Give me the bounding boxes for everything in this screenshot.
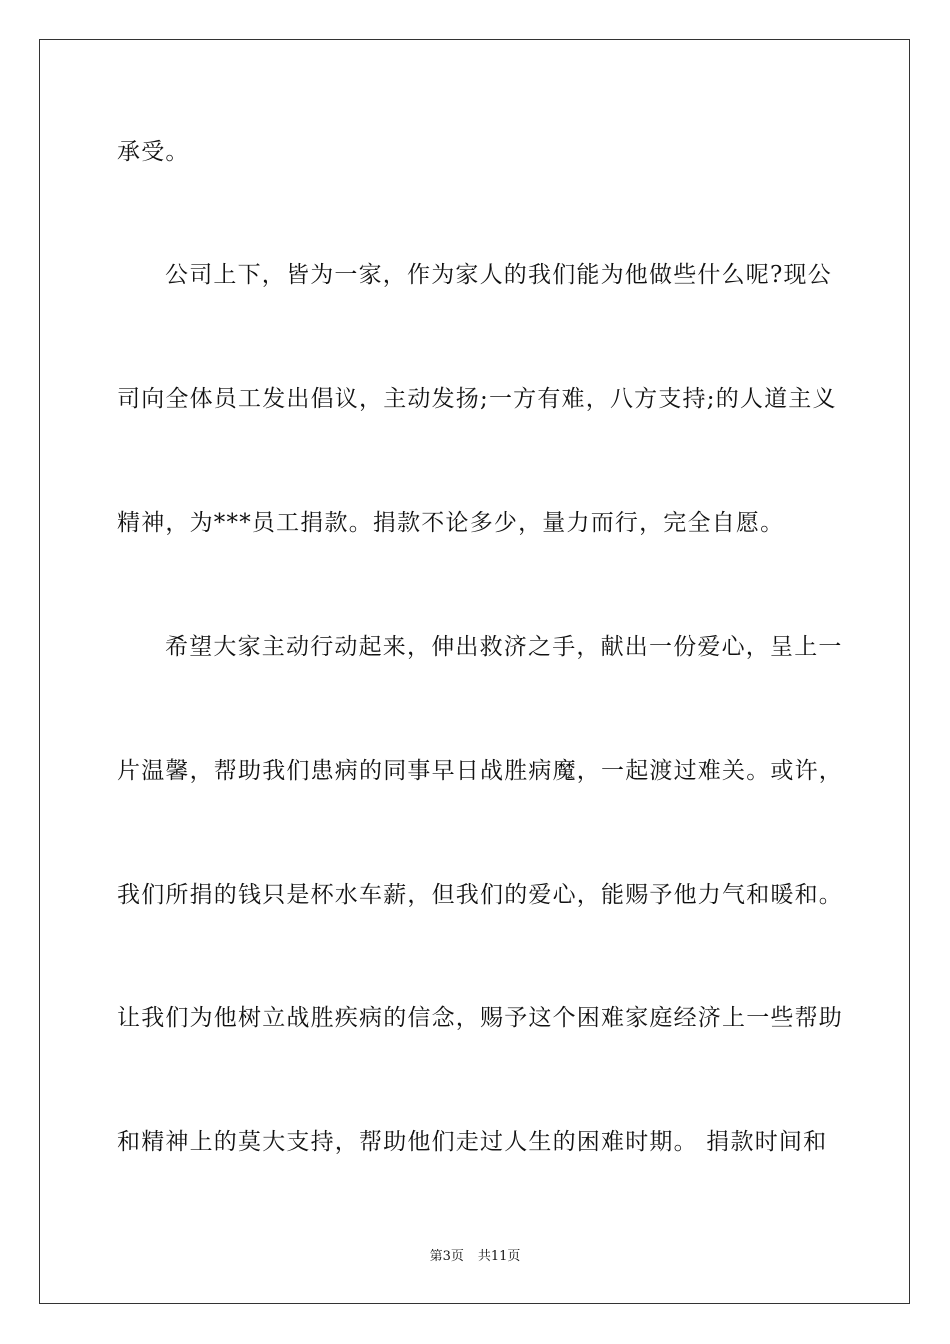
paragraph-start-line: 希望大家主动行动起来，伸出救济之手，献出一份爱心，呈上一 (165, 634, 843, 660)
text-line: 片温馨，帮助我们患病的同事早日战胜病魔，一起渡过难关。或许， (117, 758, 843, 784)
page-footer (0, 1248, 950, 1266)
text-line: 和精神上的莫大支持，帮助他们走过人生的困难时期。 捐款时间和 (117, 1129, 828, 1155)
page-total: 共11页 (477, 1249, 521, 1264)
text-line: 让我们为他树立战胜疾病的信念，赐予这个困难家庭经济上一些帮助 (117, 1005, 843, 1031)
text-line: 司向全体员工发出倡议，主动发扬;一方有难，八方支持;的人道主义 (117, 386, 837, 412)
paragraph-start-line: 公司上下，皆为一家，作为家人的我们能为他做些什么呢?现公 (165, 262, 832, 288)
text-line: 我们所捐的钱只是杯水车薪，但我们的爱心，能赐予他力气和暖和。 (117, 882, 843, 908)
text-line: 精神，为***员工捐款。捐款不论多少，量力而行，完全自愿。 (117, 510, 785, 536)
text-line: 承受。 (117, 139, 190, 165)
page-border (39, 39, 910, 1304)
page-number: 第3页 (429, 1249, 464, 1264)
